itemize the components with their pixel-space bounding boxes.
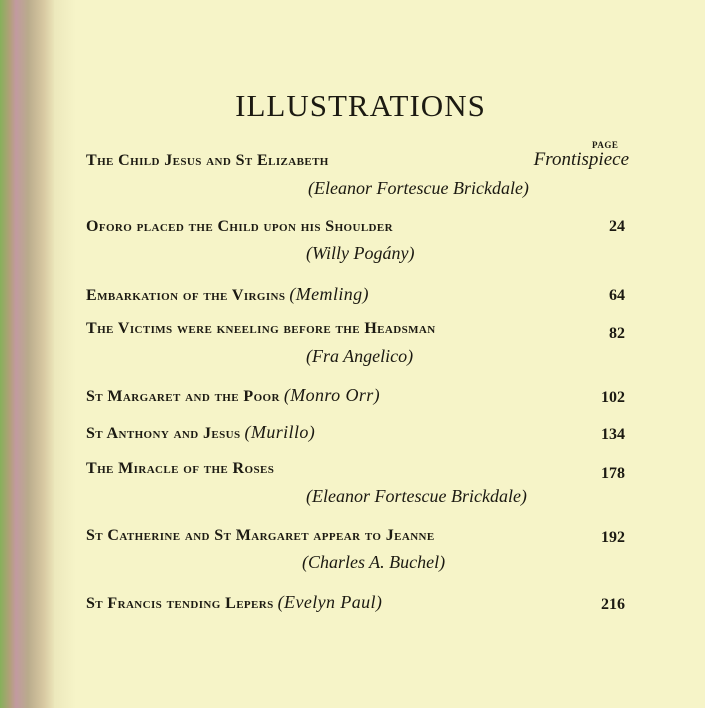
list-item (86, 460, 625, 506)
illustration-caption: St Catherine and St Margaret appear to Jeanne (86, 527, 435, 544)
page-title: ILLUSTRATIONS (235, 88, 486, 123)
illustration-caption: Embarkation of the Virgins (86, 287, 286, 304)
page-number: 24 (609, 218, 625, 235)
artist-credit: (Fra Angelico) (306, 346, 414, 366)
page-column-label: PAGE (592, 140, 619, 150)
artist-credit: (Murillo) (244, 422, 316, 442)
page-number: 192 (601, 529, 625, 546)
illustration-caption: St Margaret and the Poor (86, 388, 280, 405)
artist-credit: (Eleanor Fortescue Brickdale) (308, 178, 529, 198)
artist-credit: (Willy Pogány) (306, 243, 415, 263)
illustration-caption: Oforo placed the Child upon his Shoulder (86, 218, 393, 235)
page-number: 82 (609, 325, 625, 342)
list-item (86, 592, 625, 616)
artist-credit: (Evelyn Paul) (277, 592, 383, 612)
list-item (86, 218, 625, 263)
page-number: 134 (601, 426, 625, 443)
list-item (86, 422, 625, 446)
list-item (86, 320, 625, 366)
artist-credit: (Charles A. Buchel) (302, 552, 446, 572)
illustration-caption: St Francis tending Lepers (86, 595, 274, 612)
page-number: 178 (601, 465, 625, 482)
artist-credit: (Monro Orr) (283, 385, 381, 405)
illustration-caption: The Miracle of the Roses (86, 460, 275, 477)
illustration-caption: The Child Jesus and St Elizabeth (86, 152, 329, 169)
list-item (86, 385, 625, 409)
page-number: 64 (609, 287, 625, 304)
illustration-caption: St Anthony and Jesus (86, 425, 241, 442)
page-number: 216 (601, 596, 625, 613)
page-number: Frontispiece (533, 149, 629, 170)
list-item (86, 149, 629, 198)
artist-credit: (Eleanor Fortescue Brickdale) (306, 486, 527, 506)
illustration-caption: The Victims were kneeling before the Headsman (86, 320, 436, 337)
list-item (86, 284, 625, 308)
page-number: 102 (601, 389, 625, 406)
artist-credit: (Memling) (289, 284, 369, 304)
list-item (86, 527, 625, 572)
